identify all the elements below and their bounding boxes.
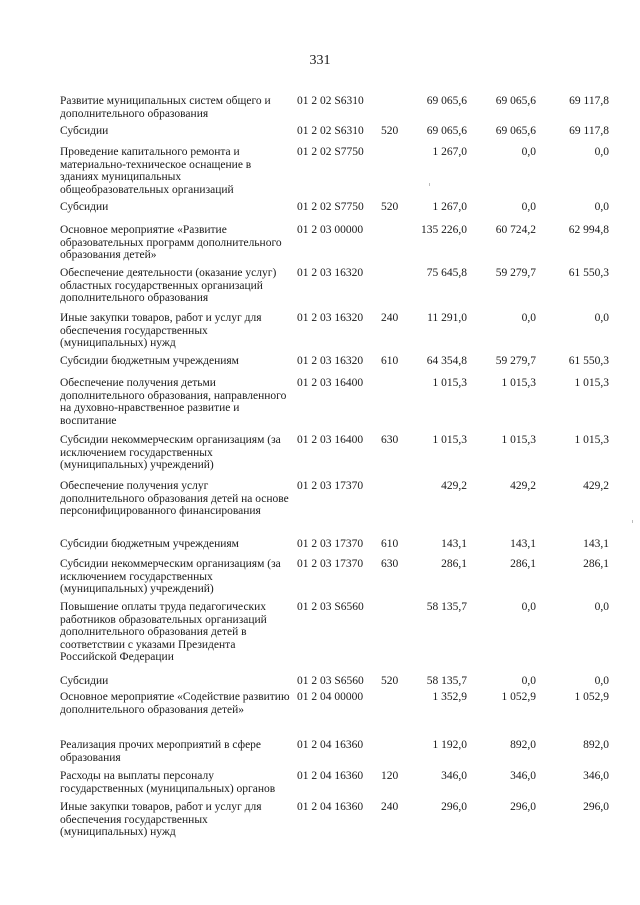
row-expense-type: 520 (381, 675, 399, 687)
row-amount-year3: 429,2 (583, 480, 609, 492)
row-name: Иные закупки товаров, работ и услуг для обеспечения государственных (муниципальных) нужд (60, 801, 262, 839)
row-expense-type: 610 (381, 538, 399, 550)
row-amount-year2: 1 015,3 (501, 377, 536, 389)
row-code: 01 2 02 S7750 (297, 201, 364, 213)
row-name: Основное мероприятие «Содействие развитию дополнительного образования детей» (60, 691, 290, 716)
row-name: Субсидии некоммерческим организациям (за исключением государственных (муниципальных) учреждений) (60, 434, 281, 472)
page-number: 331 (309, 53, 331, 68)
row-amount-year2: 1 015,3 (501, 434, 536, 446)
row-code: 01 2 03 00000 (297, 224, 364, 236)
row-amount-year1: 75 645,8 (426, 267, 467, 279)
row-amount-year3: 1 015,3 (574, 434, 609, 446)
row-code: 01 2 03 17370 (297, 558, 364, 570)
row-amount-year1: 69 065,6 (426, 95, 467, 107)
row-amount-year1: 135 226,0 (421, 224, 467, 236)
scan-speck (632, 520, 633, 523)
row-amount-year3: 0,0 (594, 601, 609, 613)
row-amount-year1: 143,1 (441, 538, 467, 550)
row-expense-type: 240 (381, 312, 399, 324)
row-amount-year3: 892,0 (583, 739, 609, 751)
row-code: 01 2 03 S6560 (297, 601, 364, 613)
row-amount-year1: 1 352,9 (432, 691, 467, 703)
row-amount-year3: 296,0 (583, 801, 609, 813)
row-expense-type: 610 (381, 355, 399, 367)
scan-speck (429, 183, 430, 186)
row-code: 01 2 03 16400 (297, 377, 364, 389)
row-name: Иные закупки товаров, работ и услуг для обеспечения государственных (муниципальных) нужд (60, 312, 262, 350)
row-name: Обеспечение получения услуг дополнительного образования детей на основе персонифицированного финансирования (60, 480, 289, 518)
row-code: 01 2 02 S7750 (297, 146, 364, 158)
row-name: Субсидии (60, 125, 109, 137)
row-amount-year2: 0,0 (521, 675, 536, 687)
row-amount-year2: 59 279,7 (495, 267, 536, 279)
row-amount-year3: 286,1 (583, 558, 609, 570)
row-amount-year2: 1 052,9 (501, 691, 536, 703)
row-expense-type: 520 (381, 201, 399, 213)
row-amount-year1: 58 135,7 (426, 601, 467, 613)
row-amount-year2: 143,1 (510, 538, 536, 550)
row-code: 01 2 03 16320 (297, 355, 364, 367)
row-amount-year3: 0,0 (594, 201, 609, 213)
row-code: 01 2 03 16320 (297, 312, 364, 324)
row-amount-year1: 296,0 (441, 801, 467, 813)
row-code: 01 2 03 S6560 (297, 675, 364, 687)
row-code: 01 2 03 16320 (297, 267, 364, 279)
row-amount-year1: 1 267,0 (432, 201, 467, 213)
row-expense-type: 120 (381, 770, 399, 782)
row-code: 01 2 02 S6310 (297, 125, 364, 137)
row-amount-year2: 0,0 (521, 312, 536, 324)
row-amount-year1: 1 192,0 (432, 739, 467, 751)
row-amount-year3: 62 994,8 (568, 224, 609, 236)
row-amount-year2: 0,0 (521, 146, 536, 158)
row-name: Обеспечение получения детьми дополнительного образования, направленного на духовно-нравственное развитие и воспитание (60, 377, 287, 427)
row-name: Субсидии бюджетным учреждениям (60, 355, 239, 367)
row-name: Проведение капитального ремонта и материально-техническое оснащение в зданиях муниципальных общеобразовательных организаций (60, 146, 252, 196)
row-amount-year3: 1 052,9 (574, 691, 609, 703)
row-amount-year3: 1 015,3 (574, 377, 609, 389)
row-amount-year2: 0,0 (521, 201, 536, 213)
row-amount-year3: 143,1 (583, 538, 609, 550)
row-amount-year2: 60 724,2 (495, 224, 536, 236)
row-amount-year1: 64 354,8 (426, 355, 467, 367)
row-amount-year2: 59 279,7 (495, 355, 536, 367)
row-amount-year3: 0,0 (594, 312, 609, 324)
row-amount-year3: 61 550,3 (568, 267, 609, 279)
row-name: Развитие муниципальных систем общего и дополнительного образования (60, 95, 271, 120)
row-amount-year2: 296,0 (510, 801, 536, 813)
row-name: Субсидии (60, 201, 109, 213)
row-amount-year3: 69 117,8 (569, 95, 609, 107)
row-code: 01 2 03 17370 (297, 480, 364, 492)
row-amount-year1: 286,1 (441, 558, 467, 570)
row-name: Повышение оплаты труда педагогических работников образовательных организаций дополнительного образования детей в соответствии с указами Президента Российской Федерации (60, 601, 267, 664)
row-amount-year1: 11 291,0 (427, 312, 467, 324)
row-name: Реализация прочих мероприятий в сфере образования (60, 739, 262, 764)
row-code: 01 2 04 16360 (297, 739, 364, 751)
row-amount-year1: 58 135,7 (426, 675, 467, 687)
row-name: Обеспечение деятельности (оказание услуг) областных государственных организаций дополнительного образования (60, 267, 277, 305)
row-amount-year1: 346,0 (441, 770, 467, 782)
row-amount-year1: 1 015,3 (432, 434, 467, 446)
row-name: Субсидии бюджетным учреждениям (60, 538, 239, 550)
row-amount-year1: 429,2 (441, 480, 467, 492)
row-amount-year2: 69 065,6 (495, 125, 536, 137)
row-expense-type: 240 (381, 801, 399, 813)
row-amount-year3: 69 117,8 (569, 125, 609, 137)
row-code: 01 2 04 00000 (297, 691, 364, 703)
row-code: 01 2 04 16360 (297, 801, 364, 813)
row-amount-year2: 0,0 (521, 601, 536, 613)
row-expense-type: 520 (381, 125, 399, 137)
row-amount-year1: 1 267,0 (432, 146, 467, 158)
row-name: Основное мероприятие «Развитие образовательных программ дополнительного образования детей» (60, 224, 282, 262)
row-code: 01 2 04 16360 (297, 770, 364, 782)
row-name: Субсидии некоммерческим организациям (за исключением государственных (муниципальных) учреждений) (60, 558, 281, 596)
row-code: 01 2 03 17370 (297, 538, 364, 550)
row-amount-year2: 429,2 (510, 480, 536, 492)
row-code: 01 2 03 16400 (297, 434, 364, 446)
row-amount-year2: 286,1 (510, 558, 536, 570)
row-expense-type: 630 (381, 434, 399, 446)
row-expense-type: 630 (381, 558, 399, 570)
row-amount-year2: 346,0 (510, 770, 536, 782)
row-amount-year2: 69 065,6 (495, 95, 536, 107)
row-amount-year3: 61 550,3 (568, 355, 609, 367)
row-name: Субсидии (60, 675, 109, 687)
row-name: Расходы на выплаты персоналу государственных (муниципальных) органов (60, 770, 276, 795)
row-code: 01 2 02 S6310 (297, 95, 364, 107)
row-amount-year1: 69 065,6 (426, 125, 467, 137)
row-amount-year3: 0,0 (594, 675, 609, 687)
row-amount-year3: 0,0 (594, 146, 609, 158)
row-amount-year2: 892,0 (510, 739, 536, 751)
row-amount-year1: 1 015,3 (432, 377, 467, 389)
row-amount-year3: 346,0 (583, 770, 609, 782)
